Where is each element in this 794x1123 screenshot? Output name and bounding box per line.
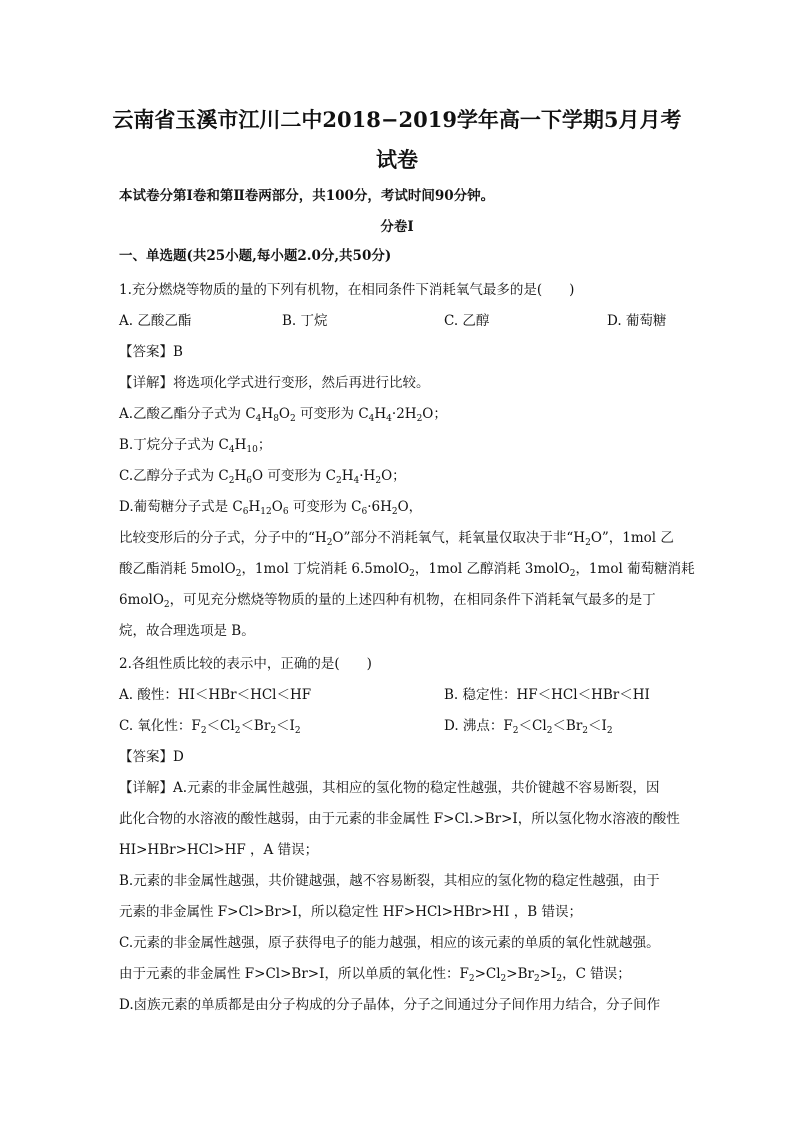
section-heading: 分卷I	[380, 219, 414, 235]
question-2-explanation-line: 【详解】A.元素的非金属性越强，其相应的氢化物的稳定性越强，共价键越不容易断裂，因	[119, 780, 660, 796]
question-1-option-b: B. 丁烷	[282, 313, 328, 329]
exam-intro: 本试卷分第Ⅰ卷和第Ⅱ卷两部分，共100分，考试时间90分钟。	[119, 188, 495, 204]
question-2-option-b: B. 稳定性：HF＜HCl＜HBr＜HI	[444, 687, 650, 703]
question-2-option-a: A. 酸性：HI＜HBr＜HCl＜HF	[119, 687, 312, 703]
page-title: 云南省玉溪市江川二中2018−2019学年高一下学期5月月考试卷	[112, 107, 682, 172]
question-1-explanation-line: 比较变形后的分子式，分子中的“$H_2O$”部分不消耗氧气，耗氧量仅取决于非“$H_2O$”，1mol 乙	[119, 530, 674, 548]
question-1-explanation-line: 6molO$_2$，可见充分燃烧等物质的量的上述四种有机物，在相同条件下消耗氧气最多的是丁	[119, 592, 656, 610]
question-1-option-a: A. 乙酸乙酯	[119, 313, 192, 329]
question-1-explanation-line: C.乙醇分子式为 $C_2H_6O$ 可变形为 $C_2H_4\cdot H_2O$；	[119, 468, 406, 486]
question-1-explanation-line: 烷，故合理选项是 B。	[119, 623, 255, 639]
question-2-explanation-line: 元素的非金属性 F>Cl>Br>I，所以稳定性 HF>HCl>HBr>HI ，B 错误；	[119, 904, 582, 920]
question-2-explanation-line: HI>HBr>HCl>HF ，A 错误；	[119, 842, 319, 858]
question-2-explanation-line: B.元素的非金属性越强，共价键越强，越不容易断裂，其相应的氢化物的稳定性越强，由于	[119, 873, 660, 889]
question-1-explanation-line: 酸乙酯消耗 5molO$_2$，1mol 丁烷消耗 6.5molO$_2$，1mol 乙醇消耗 3molO$_2$，1mol 葡萄糖消耗	[119, 561, 695, 579]
question-1-detail: 【详解】将选项化学式进行变形，然后再进行比较。	[119, 375, 430, 391]
question-2-option-d: D. 沸点：$F_2<Cl_2<Br_2<I_2$	[444, 718, 613, 736]
question-2-option-c: C. 氧化性：$F_2<Cl_2<Br_2<I_2$	[119, 718, 301, 736]
question-2-explanation-line: D.卤族元素的单质都是由分子构成的分子晶体，分子之间通过分子间作用力结合，分子间作	[119, 997, 661, 1013]
question-1-answer: 【答案】B	[119, 344, 183, 360]
question-2-explanation-line: 此化合物的水溶液的酸性越弱，由于元素的非金属性 F>Cl.>Br>I，所以氢化物水溶液的酸性	[119, 811, 680, 827]
question-2-answer: 【答案】D	[119, 749, 184, 765]
question-1-option-c: C. 乙醇	[444, 313, 490, 329]
question-1-option-d: D. 葡萄糖	[607, 313, 667, 329]
question-2-explanation-line: C.元素的非金属性越强，原子获得电子的能力越强，相应的该元素的单质的氧化性就越强。	[119, 935, 660, 951]
part-heading: 一、单选题(共25小题,每小题2.0分,共50分)	[119, 248, 392, 264]
question-1-explanation-line: A.乙酸乙酯分子式为 $C_4H_8O_2$ 可变形为 $C_4H_4\cdot 2H_2O$；	[119, 406, 447, 424]
question-1-stem: 1.充分燃烧等物质的量的下列有机物，在相同条件下消耗氧气最多的是( )	[119, 282, 575, 298]
question-2-explanation-line: 由于元素的非金属性 F>Cl>Br>I，所以单质的氧化性：$F_2>Cl_2>Br_2>I_2$，C 错误；	[119, 966, 631, 984]
question-1-explanation-line: B.丁烷分子式为 $C_4H_{10}$；	[119, 437, 272, 455]
question-2-stem: 2.各组性质比较的表示中，正确的是( )	[119, 656, 372, 672]
question-1-explanation-line: D.葡萄糖分子式是 $C_6H_{12}O_6$ 可变形为 $C_6\cdot 6H_2O$，	[119, 499, 423, 517]
